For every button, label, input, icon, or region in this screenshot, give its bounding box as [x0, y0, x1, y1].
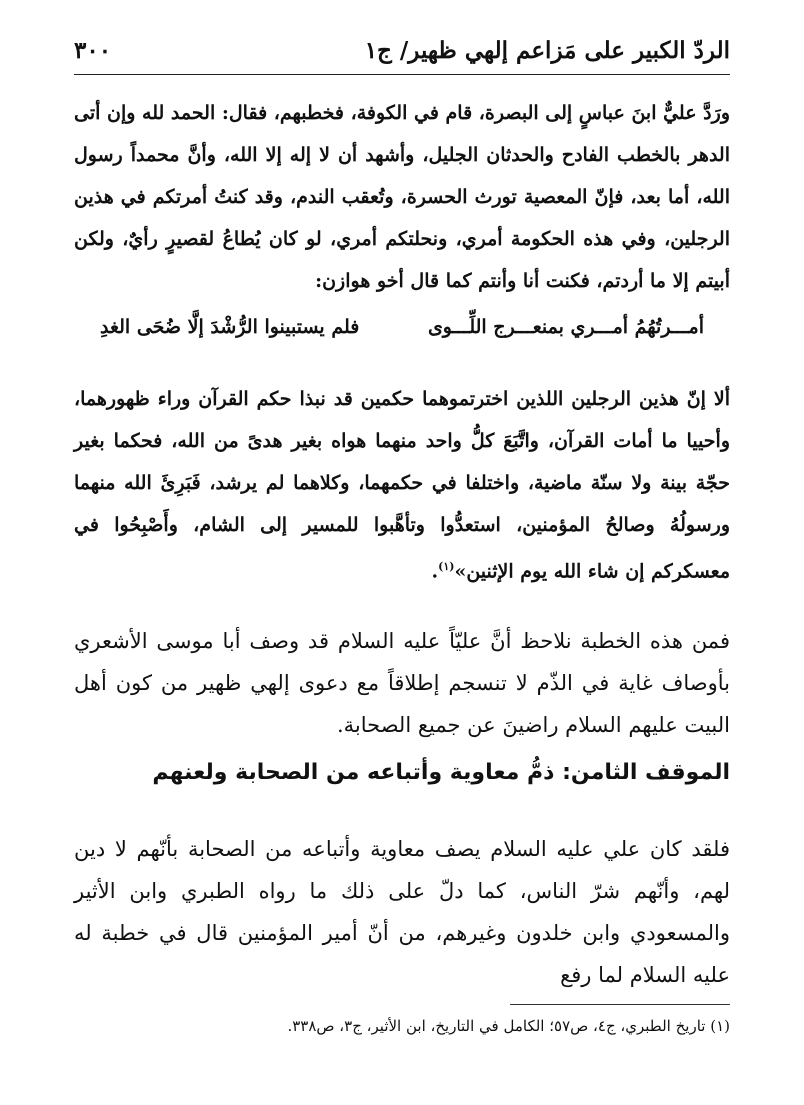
page-number: ٣٠٠: [74, 36, 112, 64]
quote-block-1: [74, 92, 730, 302]
body-paragraph-2: فلقد كان علي عليه السلام يصف معاوية وأتباعه من الصحابة بأنّهم لا دين لهم، وأنّهم شرّ الناس، كما دلّ على ذلك ما رواه الطبري وابن الأثير والمسعودي وابن خلدون وغيرهم، من أنّ أمير المؤمنين قال في خطبة له عليه السلام لما رفع: [74, 837, 730, 987]
running-title: الردّ الكبير على مَزاعم إلهي ظهير/ ج١: [364, 36, 730, 64]
section-heading-title: ذمُّ معاوية وأتباعه من الصحابة ولعنهم: [152, 760, 555, 785]
poetry-verse: [100, 316, 704, 352]
footnote-divider: [510, 1004, 730, 1005]
quote-block-2: [74, 378, 730, 592]
body-paragraph-1: فمن هذه الخطبة نلاحظ أنَّ عليّاً عليه السلام قد وصف أبا موسى الأشعري بأوصاف غاية في الذّم لا تنسجم إطلاقاً مع دعوى إلهي ظهير من كون أهل البيت عليهم السلام راضينَ عن جميع الصحابة.: [74, 629, 730, 737]
page-header: [74, 30, 730, 70]
quote-paragraph-1: ورَدَّ عليٌّ ابنَ عباسٍ إلى البصرة، قام في الكوفة، فخطبهم، فقال: الحمد لله وإن أتى الدهر بالخطب الفادح والحدثان الجليل، وأشهد أن لا إله إلا الله، وأنَّ محمداً رسول الله، أما بعد، فإنّ المعصية تورث الحسرة، وتُعقب الندم، وقد كنتُ أمرتكم في هذين الرجلين، وفي هذه الحكومة أمري، ونحلتكم أمري، لو كان يُطاعُ لقصيرٍ رأيٌ، ولكن أبيتم إلا ما أردتم، فكنت أنا وأنتم كما قال أخو هوازن:: [74, 102, 730, 292]
section-heading: الموقف الثامن: ذمُّ معاوية وأتباعه من الصحابة ولعنهم: [152, 760, 730, 785]
footnote-marker: (١): [438, 560, 455, 573]
body-block-2: [74, 828, 730, 996]
verse-second-hemistich: فلم يستبينوا الرُّشْدَ إلَّا ضُحَى الغدِ: [100, 316, 360, 338]
footnote-text: (١) تاريخ الطبري، ج٤، ص٥٧؛ الكامل في التاريخ، ابن الأثير، ج٣، ص٣٣٨.: [287, 1017, 730, 1035]
quote-paragraph-2: ألا إنّ هذين الرجلين اللذين اخترتموهما حكمين قد نبذا حكم القرآن وراء ظهورهما، وأحييا ما أمات القرآن، واتَّبَعَ كلُّ واحد منهما هواه بغير هدىً من الله، فحكما بغير حجّة بينة ولا سنّة ماضية، واختلفا في حكمهما، وكلاهما لم يرشد، فَبَرِئَ الله منهما ورسولُهُ وصالحُ المؤمنين، استعدُّوا وتأهَّبوا للمسير إلى الشام، وأَصْبِحُوا في معسكركم إن شاء الله يوم الإثنين»$^{(١)}$.: [74, 388, 730, 583]
header-divider: [74, 74, 730, 75]
body-block-1: [74, 620, 730, 746]
quote-paragraph-2-text: ألا إنّ هذين الرجلين اللذين اخترتموهما حكمين قد نبذا حكم القرآن وراء ظهورهما، وأحييا ما أمات القرآن، واتَّبَعَ كلُّ واحد منهما هواه بغير هدىً من الله، فحكما بغير حجّة بينة ولا سنّة ماضية، واختلفا في حكمهما، وكلاهما لم يرشد، فَبَرِئَ الله منهما ورسولُهُ وصالحُ المؤمنين، استعدُّوا وتأهَّبوا للمسير إلى الشام، وأَصْبِحُوا في معسكركم إن شاء الله يوم الإثنين»: [74, 388, 730, 583]
verse-first-hemistich: أمـــرتُهُمُ أمـــري بمنعـــرج اللِّـــوى: [427, 316, 704, 338]
section-heading-label: الموقف الثامن: [570, 760, 730, 785]
footnote-block: [74, 1014, 730, 1038]
